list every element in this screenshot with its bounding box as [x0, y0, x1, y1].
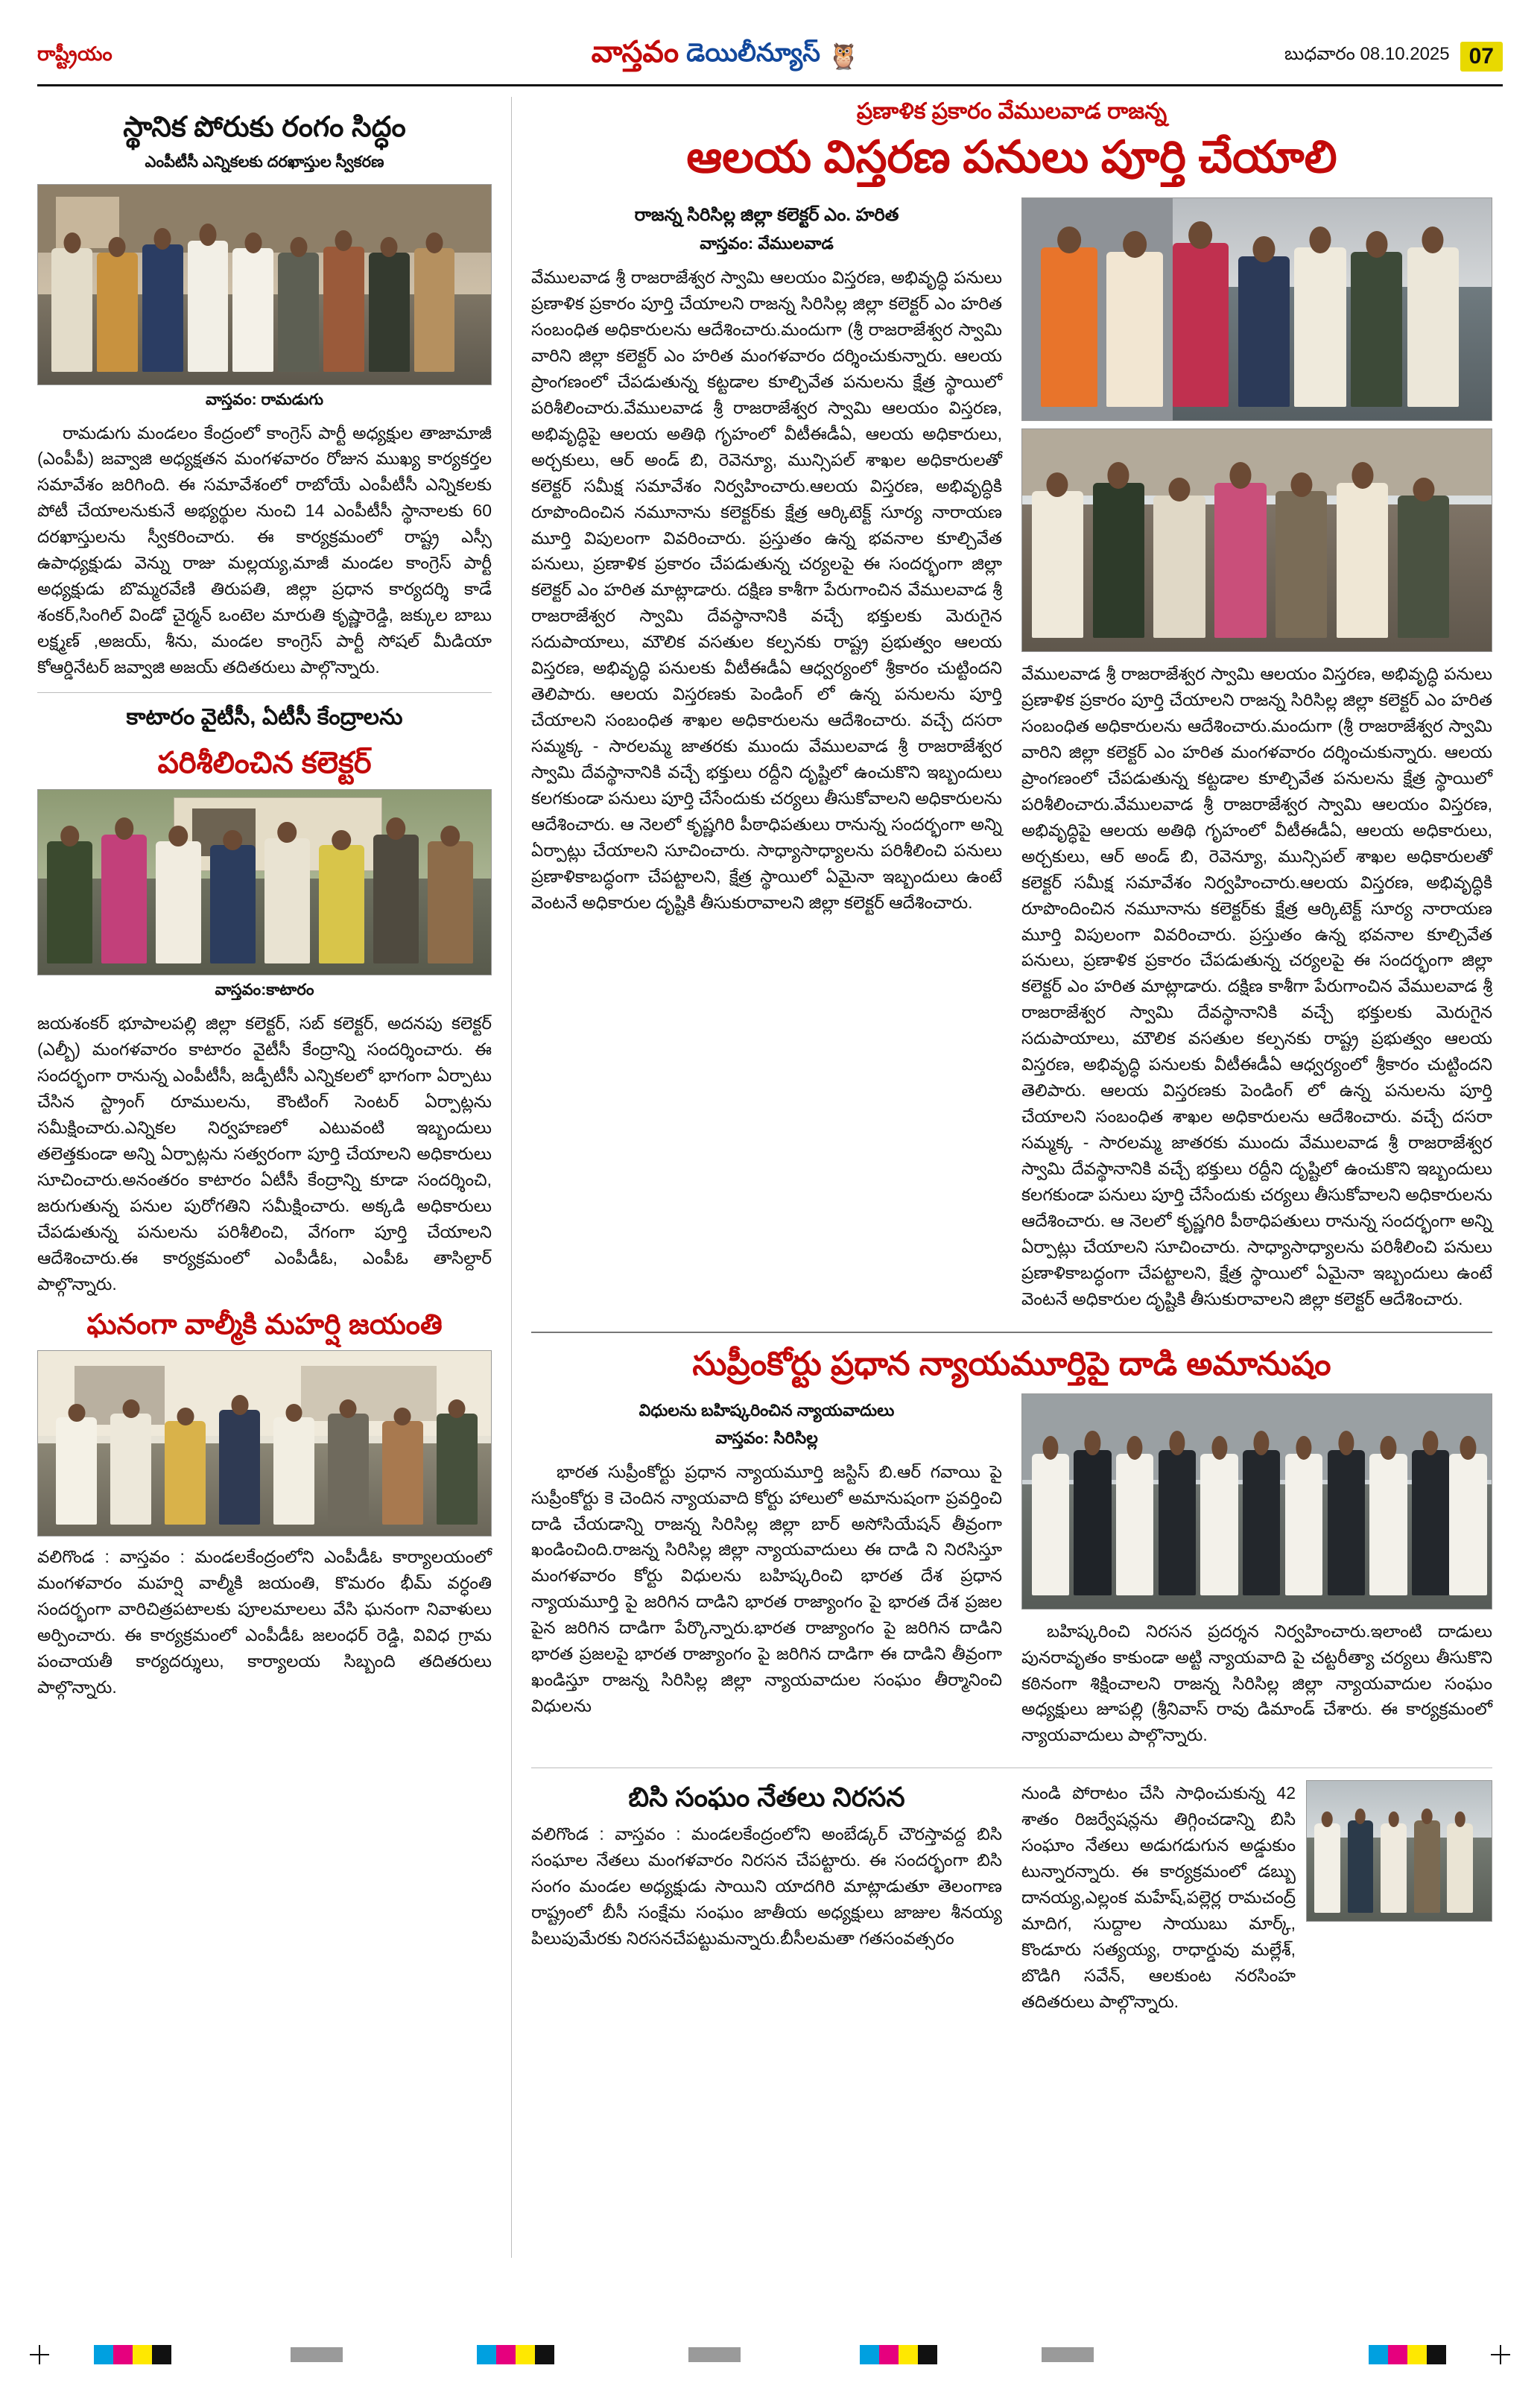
photo-temple-site-visit: [1021, 428, 1492, 652]
main-story-dateline: వాస్తవం: వేములవాడ: [700, 234, 834, 253]
swatch-cyan: [477, 2345, 496, 2364]
court-story-headline: సుప్రీంకోర్టు ప్రధాన న్యాయమూర్తిపై దాడి అమానుషం: [692, 1345, 1331, 1382]
story3-headline: ఘనంగా వాల్మీకి మహర్షి జయంతి: [86, 1308, 443, 1341]
bc-story-headline: బిసి సంఘం నేతలు నిరసన: [628, 1782, 905, 1813]
story2-headline: పరిశీలించిన కలెక్టర్: [157, 747, 372, 780]
swatch-black: [535, 2345, 554, 2364]
photo-valmiki-jayanti: [37, 1350, 492, 1537]
registration-mark-icon: [1491, 2345, 1510, 2364]
main-story-kicker: ప్రణాళిక ప్రకారం వేములవాడ రాజన్న: [856, 99, 1167, 124]
swatch-magenta: [879, 2345, 899, 2364]
court-story-body-right: బహిష్కరించి నిరసన ప్రదర్శన నిర్వహించారు.ఇలాంటి దాడులు పునరావృతం కాకుండా అట్టి న్యాయవాది పై చట్టరీత్యా చర్యలు తీసుకొని కఠినంగా శిక్షించాలని రాజన్న సిరిసిల్ల జిల్లా న్యాయవాదుల సంఘం అధ్యక్షులు జూపల్లి (శ్రీనివాస్ రావు డిమాండ్ చేశారు. ఈ కార్యక్రమంలో న్యాయవాదులు పాల్గొన్నారు.: [1021, 1621, 1492, 1745]
column-mid: [531, 197, 1002, 1320]
gray-bar: [1042, 2347, 1094, 2362]
story1-kicker: ఎంపీటీసీ ఎన్నికలకు దరఖాస్తుల స్వీకరణ: [145, 153, 384, 171]
photo-collector-inspection: [37, 789, 492, 975]
newspaper-page: [0, 28, 1540, 2383]
swatch-magenta: [1388, 2345, 1407, 2364]
swatch-cyan: [1369, 2345, 1388, 2364]
main-story-subhead: రాజన్న సిరిసిల్ల జిల్లా కలెక్టర్ ఎం. హరిత: [634, 205, 899, 225]
bc-story-body-left: వలిగొండ : వాస్తవం : మండలకేంద్రంలోని అంబేడ్కర్ చౌరస్తావద్ద బిసి సంఘాల నేతలు మంగళవారం నిరసన చేపట్టారు. ఈ సందర్భంగా బిసి సంగం మండల అధ్యక్షుడు సాయిని యాదగిరి మాట్లాడుతూ తెలంగాణ రాష్ట్రంలో బీసీ సంక్షేమ సంఘం జాతీయ అధ్యక్షులు జాజుల శీనయ్య పిలుపుమేరకు నిరసనచేపట్టుమన్నారు.బీసీలమతా గతసంవత్సరం: [531, 1824, 1002, 1949]
logo-main-text: వాస్తవం: [591, 36, 679, 69]
swatch-yellow: [133, 2345, 152, 2364]
masthead-right: [1190, 42, 1503, 72]
swatch-magenta: [113, 2345, 133, 2364]
color-swatches: [94, 2345, 171, 2364]
court-story-right: [1021, 1393, 1492, 1756]
print-registration-footer: [0, 2340, 1540, 2370]
swatch-yellow: [1407, 2345, 1427, 2364]
swatch-magenta: [496, 2345, 516, 2364]
page-number-badge: 07: [1460, 42, 1503, 72]
bc-story-body-right: నుండి పోరాటం చేసి సాధించుకున్న 42 శాతం రిజర్వేషన్లను తిగ్గించడాన్ని బిసి సంఘాం నేతలు అడుగడుగున అడ్డుకుం టున్నారన్నారు. ఈ కార్యక్రమంలో డబ్బు దానయ్య,ఎల్లంక మహేష్,పల్లెర్ల రామచంద్ర్ మాదిగ, సుద్దాల సాయుబు మార్క్, కొండూరు సత్యయ్య, రాధార్డువు మల్లేశ్, బొడిగి సవేన్, ఆలకుంట నరసింహ తదితరులు పాల్గొన్నారు.: [1021, 1783, 1296, 2012]
bc-story-right: [1021, 1780, 1492, 2022]
gray-bar: [291, 2347, 343, 2362]
story1-dateline: వాస్తవం: రామడుగు: [205, 390, 324, 408]
masthead: [37, 28, 1503, 86]
story2-dateline: వాస్తవం:కాటారం: [215, 981, 314, 999]
divider: [531, 1332, 1492, 1333]
main-story-body-cont: వేములవాడ శ్రీ రాజరాజేశ్వర స్వామి ఆలయం విస్తరణ, అభివృద్ధి పనులు ప్రణాళిక ప్రకారం పూర్తి చేయాలని రాజన్న సిరిసిల్ల జిల్లా కలెక్టర్ ఎం హరిత సంబంధిత అధికారులను ఆదేశించారు.మందుగా (శ్రీ రాజరాజేశ్వర స్వామి వారిని జిల్లా కలెక్టర్ ఎం హరిత మంగళవారం దర్శించుకున్నారు. ఆలయ ప్రాంగణంలో చేపడుతున్న కట్టడాల కూల్చివేత పనులను క్షేత్ర స్థాయిలో పరిశీలించారు.వేములవాడ శ్రీ రాజరాజేశ్వర స్వామి ఆలయం విస్తరణ, అభివృద్ధిపై ఆలయ అతిథి గృహంలో వీటీఈడీఏ, ఆలయ అధికారులు, అర్చకులు, ఆర్ అండ్ బి, రెవెన్యూ, మున్సిపల్ శాఖల అధికారులతో కలెక్టర్ సమీక్ష సమావేశం నిర్వహించారు.ఆలయ విస్తరణ, అభివృద్ధికి రూపొందించిన నమూనాను కలెక్టర్‌కు క్షేత్ర ఆర్కిటెక్ట్ సూర్య నారాయణ మూర్తి విపులంగా వివరించారు. ప్రస్తుతం ఉన్న భవనాల కూల్చివేత పనులు, ప్రణాళిక ప్రకారం చేపడుతున్న చర్యలపై ఈ సందర్భంగా జిల్లా కలెక్టర్ ఎం హరిత మాట్లాడారు. దక్షిణ కాశీగా పేరుగాంచిన వేములవాడ శ్రీ రాజరాజేశ్వర స్వామి దేవస్థానానికి వచ్చే భక్తులకు మెరుగైన సదుపాయాలు, మౌలిక వసతుల కల్పనకు రాష్ట్ర ప్రభుత్వం ఆలయ విస్తరణ, అభివృద్ధి పనులకు వీటీఈడీఏ ఆధ్వర్యంలో శ్రీకారం చుట్టిందని తెలిపారు. ఆలయ విస్తరణకు పెండింగ్ లో ఉన్న పనులను పూర్తి చేయాలని సంబంధిత శాఖల అధికారులను ఆదేశించారు. వచ్చే దసరా సమ్మక్క - సారలమ్మ జాతరకు ముందు వేములవాడ శ్రీ రాజరాజేశ్వర స్వామి దేవస్థానానికి వచ్చే భక్తులు రద్దీని దృష్టిలో ఉంచుకొని ఇబ్బందులు కలగకుండా పనులు పూర్తి చేసేందుకు చర్యలు తీసుకోవాలని అధికారులను ఆదేశించారు. ఆ నెలలో కృష్ణగిరి పీఠాధిపతులు రానున్న సందర్భంగా అన్ని ఏర్పాట్లు చేయాలని సూచించారు. సాధ్యాసాధ్యాలను పరిశీలించి పనులు ప్రణాళికాబద్ధంగా చేపట్టాలని, క్షేత్ర స్థాయిలో ఏమైనా ఇబ్బందులు ఉంటే వెంటనే అధికారుల దృష్టికి తీసుకురావాలని జిల్లా కలెక్టర్ ఆదేశించారు.: [1021, 664, 1492, 1308]
bc-story-left: [531, 1780, 1002, 2022]
swatch-black: [1427, 2345, 1446, 2364]
story1-body: రామడుగు మండలం కేంద్రంలో కాంగ్రెస్ పార్టీ అధ్యక్షుల తాజామాజీ (ఎంపీపీ) జవ్వాజి అధ్యక్షతన మంగళవారం రోజున ముఖ్య కార్యకర్తల సమావేశం జరిగింది. ఈ సమావేశంలో రాబోయే ఎంపీటీసీ ఎన్నికలకు పోటీ చేయాలనుకునే అభ్యర్థుల నుంచి 14 ఎంపీటీసీ స్థానాలకు 60 దరఖాస్తులను స్వీకరించారు. ఈ కార్యక్రమంలో రాష్ట్ర ఎస్సీ ఉపాధ్యక్షుడు వెన్ను రాజు మల్లయ్య,మాజీ మండల కాంగ్రెస్ పార్టీ అధ్యక్షుడు బొమ్మరవేణి తిరుపతి, జిల్లా ప్రధాన కార్యదర్శి కాడే శంకర్,సింగిల్ విండో చైర్మన్ ఒంటెల మారుతి కృష్ణారెడ్డి, జక్కుల బాబు లక్ష్మణ్ ,అజయ్, శీను, మండల కాంగ్రెస్ పార్టీ సోషల్ మీడియా కోఆర్డినేటర్ జవ్వాజి అజయ్ తదితరులు పాల్గొన్నారు.: [37, 423, 492, 677]
story2-kicker: కాటారం వైటీసీ, ఏటీసీ కేంద్రాలను: [126, 705, 403, 730]
photo-lawyers-protest: [1021, 1393, 1492, 1610]
photo-temple-inspection: [1021, 197, 1492, 421]
color-swatches: [860, 2345, 937, 2364]
color-swatches: [477, 2345, 554, 2364]
page-content: [37, 97, 1503, 2258]
column-main-area: [531, 97, 1492, 2258]
photo-bc-protest: [1306, 1780, 1492, 1922]
gray-bar: [688, 2347, 741, 2362]
registration-mark-icon: [30, 2345, 49, 2364]
logo-sub-text: డెయిలీన్యూస్: [686, 39, 820, 67]
publication-date: బుధవారం 08.10.2025: [1284, 44, 1450, 64]
column-right: [1021, 197, 1492, 1320]
bird-icon: 🦉: [827, 42, 860, 71]
court-story-left: [531, 1393, 1002, 1756]
swatch-cyan: [94, 2345, 113, 2364]
column-left: [37, 97, 492, 2258]
swatch-black: [918, 2345, 937, 2364]
swatch-yellow: [899, 2345, 918, 2364]
story3-body: వలిగొండ : వాస్తవం : మండలకేంద్రంలోని ఎంపీడీఓ కార్యాలయంలో మంగళవారం మహర్షి వాల్మీకి జయంతి, కొమరం భీమ్ వర్ధంతి సందర్భంగా వారిచిత్రపటాలకు పూలమాలలు వేసి ఘనంగా నివాళులు అర్పించారు. ఈ కార్యక్రమంలో ఎంపీడీఓ జలంధర్ రెడ్డి, వివిధ గ్రామ పంచాయతీ కార్యదర్శులు, కార్యాలయ సిబ్బంది తదితరులు పాల్గొన్నారు.: [37, 1547, 492, 1697]
court-story-kicker: విధులను బహిష్కరించిన న్యాయవాదులు: [639, 1400, 895, 1420]
court-story-body-left: భారత సుప్రీంకోర్టు ప్రధాన న్యాయమూర్తి జస్టిస్ బి.ఆర్ గవాయి పై సుప్రీంకోర్టు కె చెందిన న్యాయవాది కోర్టు హాలులో అమానుషంగా ప్రవర్తించి దాడి చేయడాన్ని రాజన్న సిరిసిల్ల జిల్లా బార్ అసోసియేషన్ తీవ్రంగా ఖండించింది.రాజన్న సిరిసిల్ల జిల్లా న్యాయవాదులు ఈ దాడి ని నిరసిస్తూ మంగళవారం కోర్టు విధులను బహిష్కరించి భారత దేశ ప్రధాన న్యాయమూర్తి పై జరిగిన దాడిని భారత రాజ్యాంగం పై భారత దేశ ప్రజల పైన జరిగిన దాడిగా పేర్కొన్నారు.భారత రాజ్యాంగం పై జరిగిన దాడిని భారత ప్రజలపై భారత రాజ్యాంగం పై జరిగిన దాడిగా ఈ దాడిని తీవ్రంగా ఖండిస్తూ రాజన్న సిరిసిల్ల జిల్లా న్యాయవాదుల సంఘం తీర్మానించి విధులను: [531, 1461, 1002, 1716]
main-story-headline: ఆలయ విస్తరణ పనులు పూర్తి చేయాలి: [686, 132, 1337, 182]
photo-congress-meeting: [37, 184, 492, 385]
color-swatches: [1369, 2345, 1446, 2364]
story1-headline: స్థానిక పోరుకు రంగం సిద్ధం: [123, 112, 406, 143]
divider: [37, 692, 492, 693]
swatch-yellow: [516, 2345, 535, 2364]
main-story-body: వేములవాడ శ్రీ రాజరాజేశ్వర స్వామి ఆలయం విస్తరణ, అభివృద్ధి పనులు ప్రణాళిక ప్రకారం పూర్తి చేయాలని రాజన్న సిరిసిల్ల జిల్లా కలెక్టర్ ఎం హరిత సంబంధిత అధికారులను ఆదేశించారు.మందుగా (శ్రీ రాజరాజేశ్వర స్వామి వారిని జిల్లా కలెక్టర్ ఎం హరిత మంగళవారం దర్శించుకున్నారు. ఆలయ ప్రాంగణంలో చేపడుతున్న కట్టడాల కూల్చివేత పనులను క్షేత్ర స్థాయిలో పరిశీలించారు.వేములవాడ శ్రీ రాజరాజేశ్వర స్వామి ఆలయం విస్తరణ, అభివృద్ధిపై ఆలయ అతిథి గృహంలో వీటీఈడీఏ, ఆలయ అధికారులు, అర్చకులు, ఆర్ అండ్ బి, రెవెన్యూ, మున్సిపల్ శాఖల అధికారులతో కలెక్టర్ సమీక్ష సమావేశం నిర్వహించారు.ఆలయ విస్తరణ, అభివృద్ధికి రూపొందించిన నమూనాను కలెక్టర్‌కు క్షేత్ర ఆర్కిటెక్ట్ సూర్య నారాయణ మూర్తి విపులంగా వివరించారు. ప్రస్తుతం ఉన్న భవనాల కూల్చివేత పనులు, ప్రణాళిక ప్రకారం చేపడుతున్న చర్యలపై ఈ సందర్భంగా జిల్లా కలెక్టర్ ఎం హరిత మాట్లాడారు. దక్షిణ కాశీగా పేరుగాంచిన వేములవాడ శ్రీ రాజరాజేశ్వర స్వామి దేవస్థానానికి వచ్చే భక్తులకు మెరుగైన సదుపాయాలు, మౌలిక వసతుల కల్పనకు రాష్ట్ర ప్రభుత్వం ఆలయ విస్తరణ, అభివృద్ధి పనులకు వీటీఈడీఏ ఆధ్వర్యంలో శ్రీకారం చుట్టిందని తెలిపారు. ఆలయ విస్తరణకు పెండింగ్ లో ఉన్న పనులను పూర్తి చేయాలని సంబంధిత శాఖల అధికారులను ఆదేశించారు. వచ్చే దసరా సమ్మక్క - సారలమ్మ జాతరకు ముందు వేములవాడ శ్రీ రాజరాజేశ్వర స్వామి దేవస్థానానికి వచ్చే భక్తులు రద్దీని దృష్టిలో ఉంచుకొని ఇబ్బందులు కలగకుండా పనులు పూర్తి చేసేందుకు చర్యలు తీసుకోవాలని అధికారులను ఆదేశించారు. ఆ నెలలో కృష్ణగిరి పీఠాధిపతులు రానున్న సందర్భంగా అన్ని ఏర్పాట్లు చేయాలని సూచించారు. సాధ్యాసాధ్యాలను పరిశీలించి పనులు ప్రణాళికాబద్ధంగా చేపట్టాలని, క్షేత్ర స్థాయిలో ఏమైనా ఇబ్బందులు ఉంటే వెంటనే అధికారుల దృష్టికి తీసుకురావాలని జిల్లా కలెక్టర్ ఆదేశించారు.: [531, 268, 1002, 912]
column-divider: [511, 97, 512, 2258]
story2-body: జయశంకర్ భూపాలపల్లి జిల్లా కలెక్టర్, సబ్ కలెక్టర్, అదనపు కలెక్టర్ (ఎల్బీ) మంగళవారం కాటారం వైటీసీ కేంద్రాన్ని సందర్శించారు. ఈ సందర్భంగా రానున్న ఎంపీటీసీ, జడ్పీటీసీ ఎన్నికలలో భాగంగా ఏర్పాటు చేసిన స్ట్రాంగ్ రూములను, కౌంటింగ్ సెంటర్ ఏర్పాట్లను సమీక్షించారు.ఎన్నికల నిర్వహణలో ఎటువంటి ఇబ్బందులు తలెత్తకుండా అన్ని ఏర్పాట్లను సత్వరంగా పూర్తి చేయాలని అధికారులు సూచించారు.అనంతరం కాటారం ఏటీసీ కేంద్రాన్ని కూడా సందర్శించి, జరుగుతున్న పనుల పురోగతిని సమీక్షించారు. అక్కడి అధికారులు చేపడుతున్న పనులను పరిశీలించి, వేగంగా పూర్తి చేయాలని ఆదేశించారు.ఈ కార్యక్రమంలో ఎంపీడీఓ, ఎంపీఓ తాసిల్దార్ పాల్గొన్నారు.: [37, 1013, 492, 1294]
section-label: రాష్ట్రీయం: [37, 42, 113, 65]
court-story-dateline: వాస్తవం: సిరిసిల్ల: [715, 1428, 818, 1447]
swatch-cyan: [860, 2345, 879, 2364]
swatch-black: [152, 2345, 171, 2364]
publication-logo: [261, 36, 1190, 77]
